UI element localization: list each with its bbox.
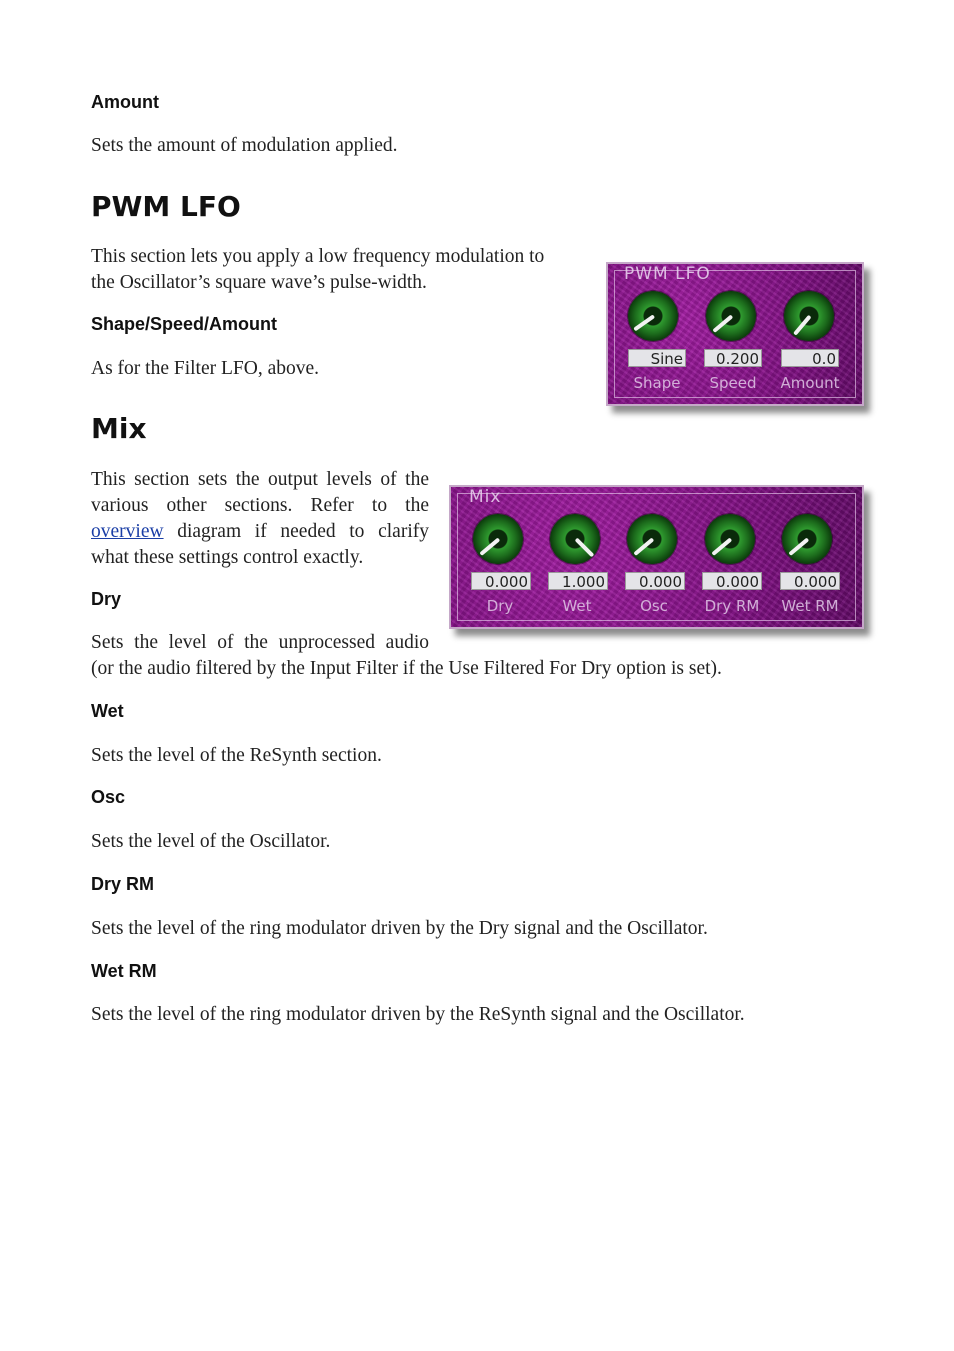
dry-knob[interactable] [473,514,523,564]
overview-link[interactable]: overview [91,521,164,542]
dry-text-line-2: (or the audio filtered by the Input Filter if the Use Filtered For Dry option is set). [91,658,722,679]
pwm-lfo-panel-title: PWM LFO [624,264,711,284]
osc-text: Sets the level of the Oscillator. [91,831,331,852]
dry-label: Dry [486,597,514,615]
osc-knob-pointer [633,537,654,555]
speed-knob[interactable] [706,291,756,341]
dry-value[interactable]: 0.000 [471,572,531,590]
mix-panel [449,485,864,629]
mix-panel-title: Mix [469,487,502,507]
shape-speed-amount-text: As for the Filter LFO, above. [91,358,320,379]
wet-rm-heading: Wet RM [91,961,157,981]
speed-knob-pointer [712,314,733,332]
speed-label: Speed [709,374,757,392]
amount-heading: Amount [91,92,159,112]
wet-rm-text: Sets the level of the ring modulator driven by the ReSynth signal and the Oscillator. [91,1004,745,1025]
wet-label: Wet [562,597,592,615]
dry-rm-heading: Dry RM [91,874,155,894]
wet-rm-value[interactable]: 0.000 [780,572,840,590]
shape-speed-amount-heading: Shape/Speed/Amount [91,314,278,334]
shape-value[interactable]: Sine [628,349,686,367]
mix-heading: Mix [91,412,147,445]
dry-knob-pointer [479,537,500,555]
wet-value[interactable]: 1.000 [548,572,608,590]
amount-knob-pointer [793,315,811,336]
pwm-lfo-intro-line-2: the Oscillator’s square wave’s pulse-width. [91,272,427,293]
shape-knob-pointer [633,314,655,331]
osc-label: Osc [640,597,668,615]
mix-intro-line-3 [91,519,429,545]
pwm-lfo-heading: PWM LFO [91,190,241,223]
wet-rm-knob[interactable] [782,514,832,564]
pwm-lfo-panel [606,262,864,406]
wet-rm-label: Wet RM [781,597,839,615]
mix-intro-line-2: various other sections. Refer to the [91,495,429,516]
mix-intro-line-3-text: diagram if needed to clarify [163,521,429,542]
wet-knob-pointer [575,538,595,558]
pwm-lfo-intro-line-1: This section lets you apply a low frequency modulation to [91,246,545,267]
dry-rm-knob[interactable] [705,514,755,564]
pwm-lfo-intro [91,244,591,296]
shape-label: Shape [633,374,681,392]
amount-label: Amount [780,374,840,392]
mix-intro-line-1: This section sets the output levels of the [91,469,429,490]
mix-intro-line-4: what these settings control exactly. [91,547,364,568]
dry-heading: Dry [91,589,122,609]
dry-text-line-1: Sets the level of the unprocessed audio [91,632,429,653]
dry-rm-text: Sets the level of the ring modulator driven by the Dry signal and the Oscillator. [91,918,708,939]
shape-knob[interactable] [628,291,678,341]
amount-knob[interactable] [784,291,834,341]
wet-rm-knob-pointer [788,537,809,555]
mix-intro [91,467,429,571]
osc-value[interactable]: 0.000 [625,572,685,590]
amount-text: Sets the amount of modulation applied. [91,135,398,156]
osc-knob[interactable] [627,514,677,564]
wet-knob[interactable] [550,514,600,564]
dry-rm-label: Dry RM [704,597,760,615]
dry-rm-value[interactable]: 0.000 [702,572,762,590]
speed-value[interactable]: 0.200 [704,349,762,367]
wet-text: Sets the level of the ReSynth section. [91,745,382,766]
osc-heading: Osc [91,787,126,807]
amount-value[interactable]: 0.0 [781,349,839,367]
dry-rm-knob-pointer [711,537,732,555]
wet-heading: Wet [91,701,124,721]
